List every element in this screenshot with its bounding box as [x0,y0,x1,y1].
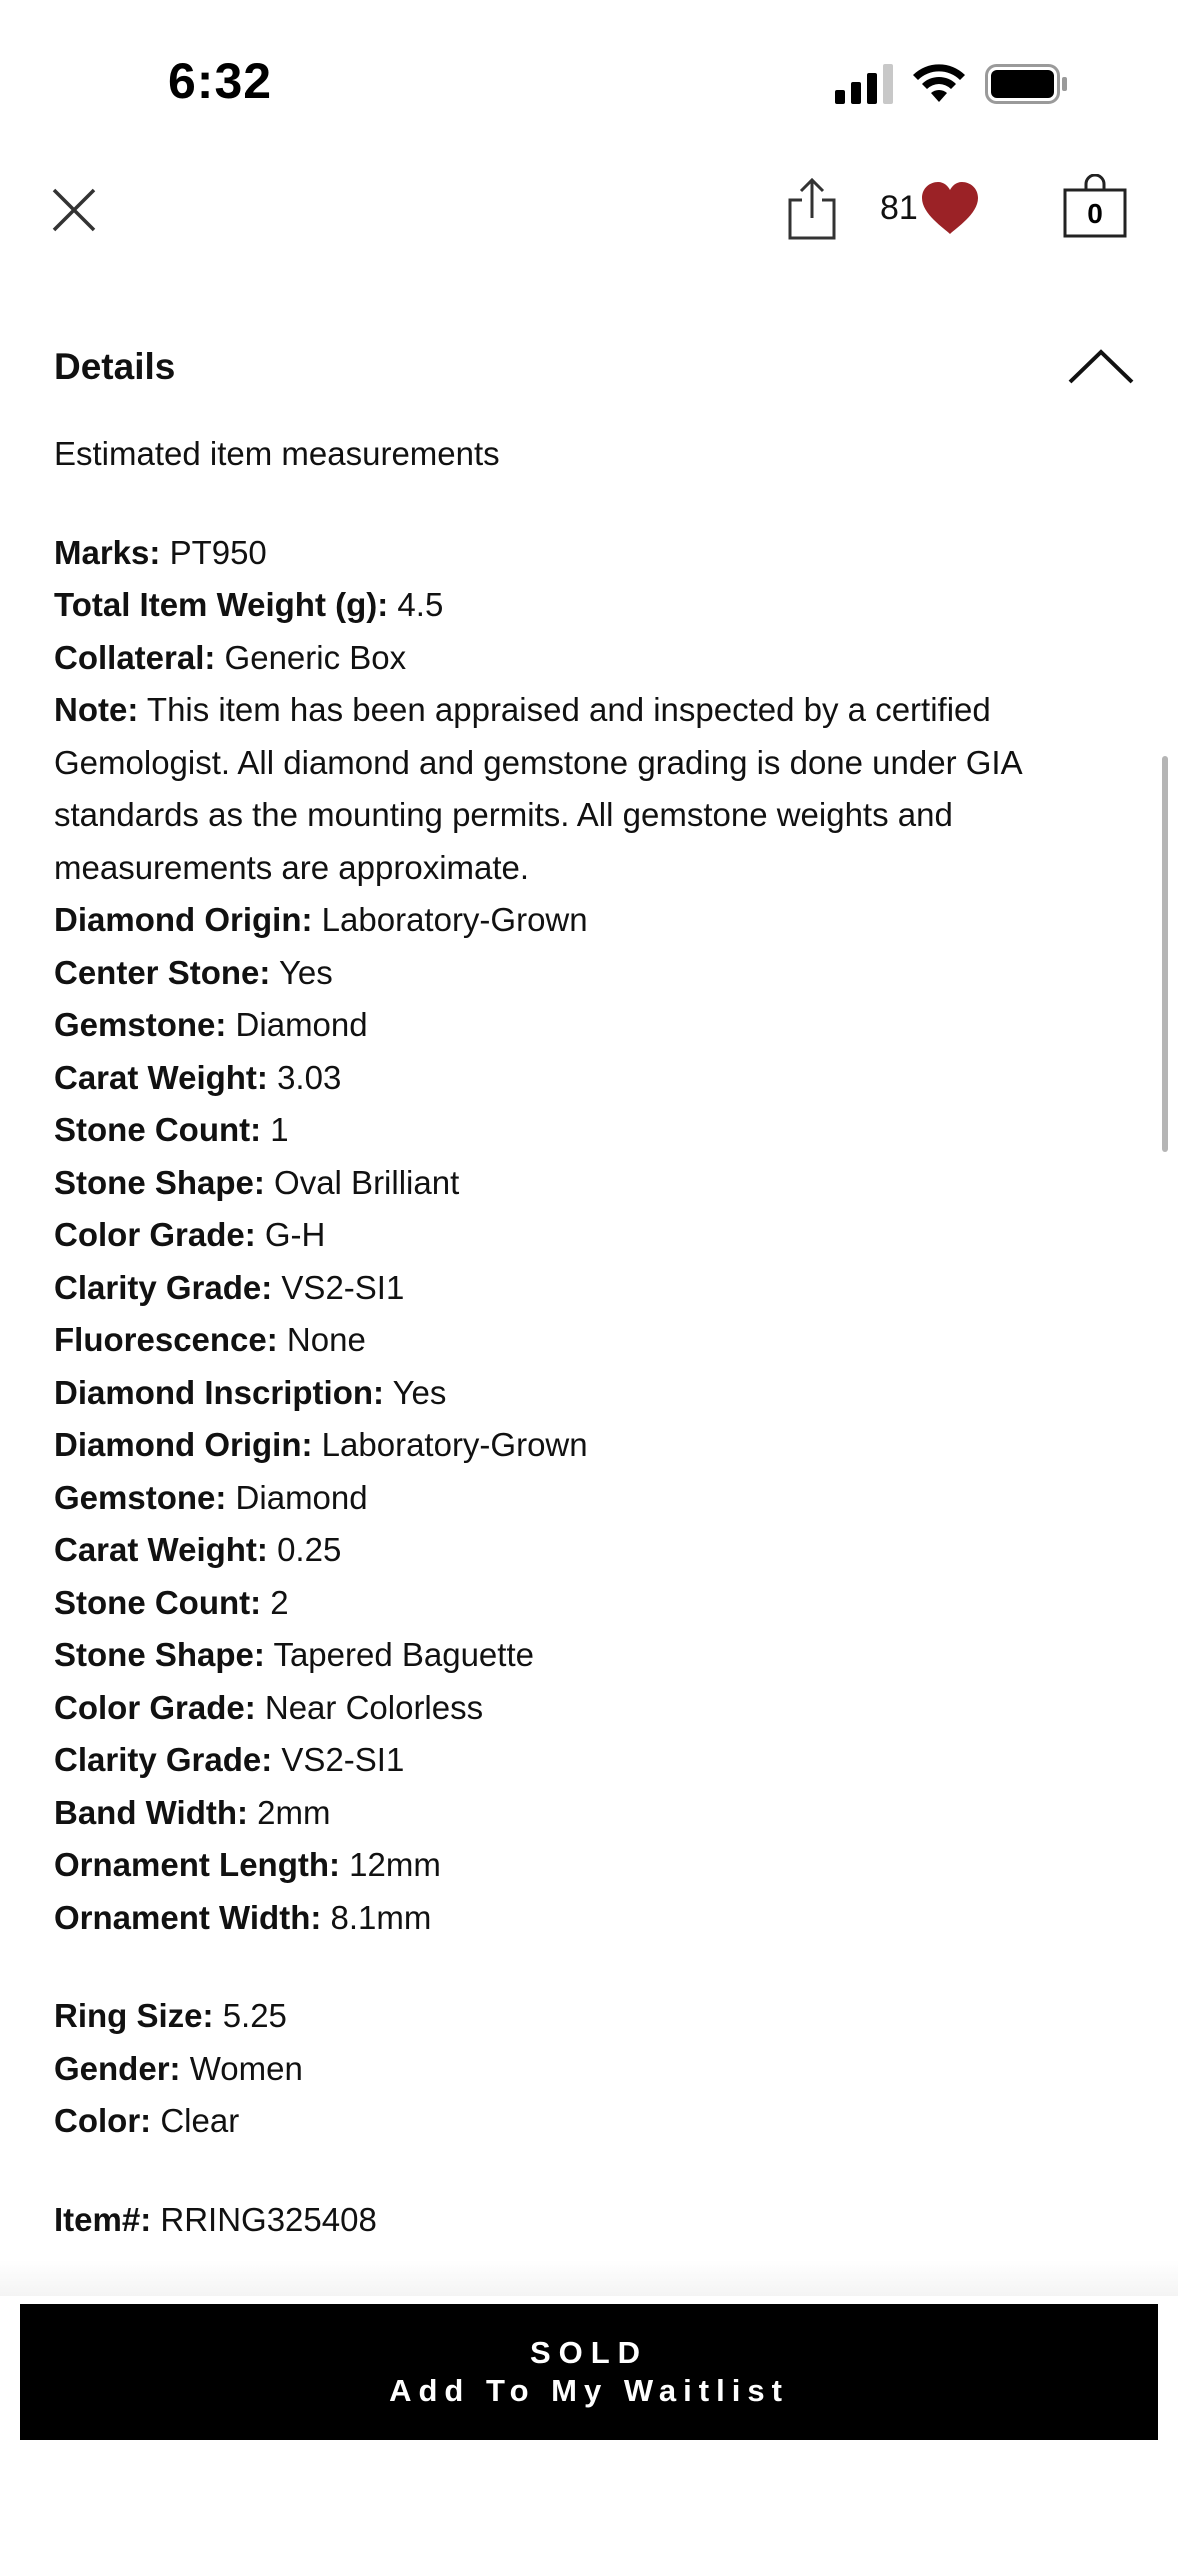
detail-row: Band Width: 2mm [54,1793,331,1831]
heart-icon [920,180,980,236]
details-title: Details [54,346,176,387]
detail-row: Carat Weight: 3.03 [54,1058,342,1096]
note-row-cont: measurements are approximate. [54,848,530,886]
bottom-fade [0,2260,1178,2300]
favorites-count: 81 [880,188,918,227]
detail-row: Color Grade: Near Colorless [54,1688,484,1726]
shopping-bag-button[interactable] [1062,174,1128,240]
details-section-header[interactable] [54,346,1134,406]
sold-label: SOLD [529,2335,649,2370]
detail-row: Stone Shape: Oval Brilliant [54,1163,460,1201]
detail-row: Total Item Weight (g): 4.5 [54,586,444,623]
note-row-cont: standards as the mounting permits. All gemstone weights and [54,796,953,833]
detail-row: Collateral: Generic Box [54,638,407,676]
battery-icon [985,64,1069,104]
favorites-button[interactable] [880,180,980,236]
detail-row: Ring Size: 5.25 [54,1997,287,2034]
detail-row: Stone Count: 2 [54,1583,289,1621]
status-time: 6:32 [168,53,273,109]
detail-row: Gemstone: Diamond [54,1478,368,1516]
details-content [54,428,1134,2246]
scrollbar[interactable] [1162,756,1168,1152]
note-row: Note: This item has been appraised and inspected by a certified [54,691,991,728]
share-button[interactable] [784,176,840,242]
detail-row: Stone Shape: Tapered Baguette [54,1636,534,1673]
cellular-signal-icon [835,64,895,104]
detail-row: Color Grade: G-H [54,1216,326,1253]
detail-row: Marks: PT950 [54,533,267,571]
bag-count: 0 [1087,198,1103,229]
details-intro: Estimated item measurements [54,435,500,472]
detail-row: Diamond Origin: Laboratory-Grown [54,901,588,938]
wifi-icon [912,62,966,104]
detail-row: Color: Clear [54,2102,240,2139]
detail-row: Stone Count: 1 [54,1111,289,1148]
detail-row: Clarity Grade: VS2-SI1 [54,1268,405,1306]
detail-row: Diamond Inscription: Yes [54,1373,447,1411]
waitlist-button[interactable] [20,2304,1158,2440]
detail-row: Carat Weight: 0.25 [54,1531,342,1568]
detail-row: Ornament Width: 8.1mm [54,1898,432,1936]
item-number-row: Item#: RRING325408 [54,2200,377,2238]
detail-row: Gemstone: Diamond [54,1006,368,1043]
detail-row: Fluorescence: None [54,1321,366,1358]
detail-row: Ornament Length: 12mm [54,1846,441,1883]
detail-row: Diamond Origin: Laboratory-Grown [54,1426,588,1463]
close-button[interactable] [50,186,98,234]
status-bar [0,0,1178,150]
waitlist-label: Add To My Waitlist [389,2373,789,2408]
chevron-up-icon[interactable] [1068,346,1134,386]
detail-row: Clarity Grade: VS2-SI1 [54,1741,405,1778]
note-row-cont: Gemologist. All diamond and gemstone grading is done under GIA [54,743,1023,781]
detail-row: Gender: Women [54,2049,303,2087]
detail-row: Center Stone: Yes [54,953,333,991]
